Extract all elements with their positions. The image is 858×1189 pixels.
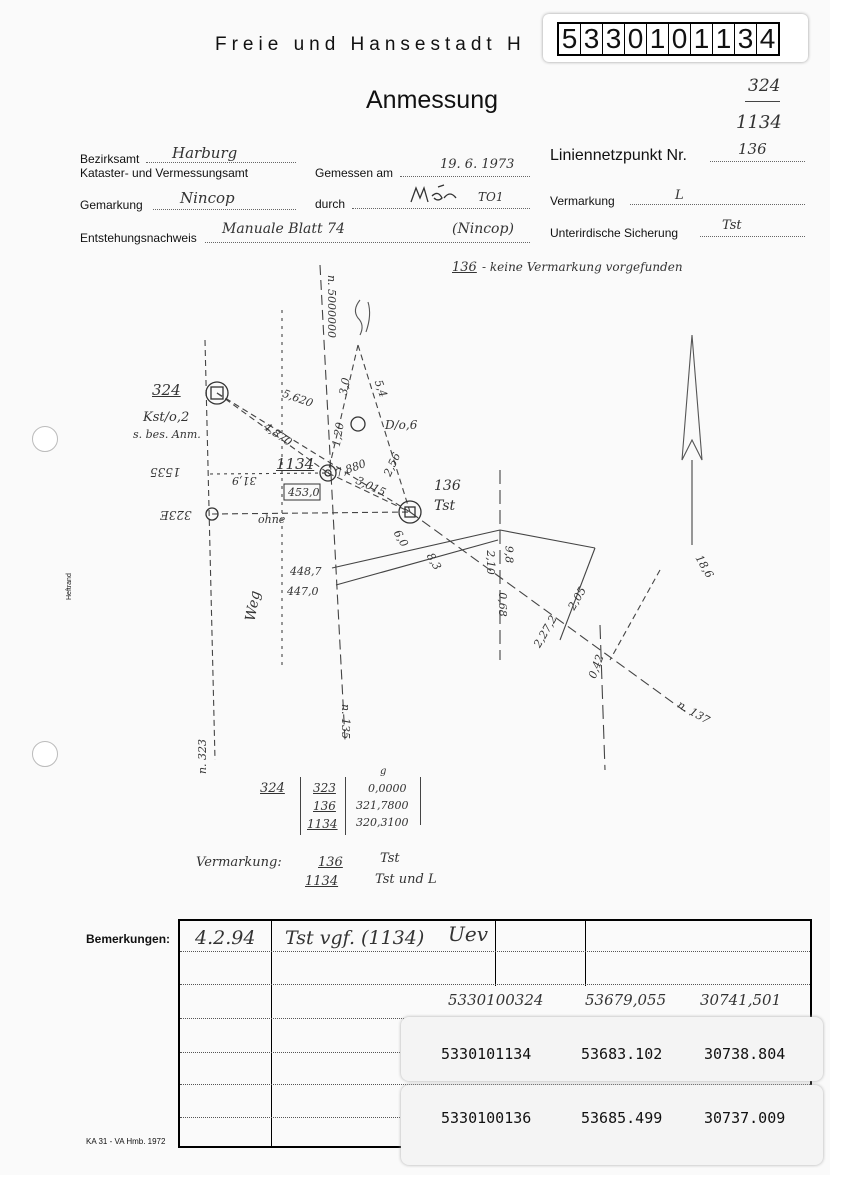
label-tst: Tst <box>434 498 456 514</box>
label-d3015: 3,015 <box>353 473 388 500</box>
vermarkung-label: Vermarkung <box>550 194 615 208</box>
corner-number-top: 324 <box>748 76 781 96</box>
gemessen-value: 19. 6. 1973 <box>440 157 515 172</box>
label-v4487: 448,7 <box>290 565 322 578</box>
gemarkung-value: Nincop <box>180 189 235 207</box>
document-id-digit: 3 <box>581 24 603 54</box>
document-id-digit: 3 <box>735 24 757 54</box>
remarks-sign: Uev <box>448 922 488 946</box>
angle-table-divider-right <box>420 777 421 825</box>
coordinate-label-2 <box>401 1085 823 1165</box>
summary-point-2: 1134 <box>305 874 339 889</box>
authority-heading: Freie und Hansestadt H <box>215 34 526 55</box>
document-id-digit: 0 <box>625 24 647 54</box>
label-box: 453,0 <box>288 486 320 499</box>
document-id-digit: 1 <box>713 24 735 54</box>
label-l9: 0,42 <box>585 652 607 681</box>
durch-label: durch <box>315 197 346 211</box>
coord-id: 5330100136 <box>441 1109 532 1127</box>
label-l7: 2,10 <box>483 550 497 575</box>
label-l2: 323E <box>160 508 192 522</box>
document-id-digit: 5 <box>559 24 581 54</box>
label-n5000: n. 5000000 <box>325 274 339 339</box>
kataster-label: Kataster- und Vermessungsamt <box>80 166 249 180</box>
label-d1: D/o,6 <box>385 418 418 432</box>
entstehung-label: Entstehungsnachweis <box>80 231 197 245</box>
line-1535 <box>210 473 328 474</box>
handwritten-row-id: 5330100324 <box>448 991 544 1009</box>
label-p324: 324 <box>152 381 181 399</box>
label-d120: 1,20 <box>329 421 347 448</box>
angle-target-2: 136 <box>313 799 336 813</box>
angle-value-1: 0,0000 <box>368 782 407 795</box>
vertical-line-far <box>600 625 605 770</box>
coord-y: 30737.009 <box>704 1109 786 1127</box>
angle-table-divider-mid <box>345 777 346 835</box>
entstehung-value: Manuale Blatt 74 <box>222 221 345 237</box>
label-l3: 31,9 <box>232 474 257 487</box>
angle-station: 324 <box>260 781 285 796</box>
label-l5: 0,68 <box>495 592 509 617</box>
table-col-divider <box>271 921 272 1146</box>
line-east <box>610 570 660 660</box>
table-row-line <box>180 951 810 952</box>
label-weg: Weg <box>242 589 264 623</box>
angle-target-3: 1134 <box>307 817 338 831</box>
angle-header: g <box>380 766 387 777</box>
summary-value-2: Tst und L <box>375 872 437 887</box>
coord-x: 53685.499 <box>581 1109 663 1127</box>
angle-target-1: 323 <box>313 781 336 795</box>
page-title: Anmessung <box>366 86 499 114</box>
document-id-digit: 1 <box>647 24 669 54</box>
durch-value: TO1 <box>478 190 504 204</box>
point-d-circle <box>351 417 365 431</box>
label-l6: 9,8 <box>502 545 516 564</box>
label-l10: 2,27,2 <box>531 613 560 650</box>
gemessen-label: Gemessen am <box>315 166 394 180</box>
label-d54: 5,4 <box>371 378 390 399</box>
note-text: - keine Vermarkung vorgefunden <box>482 260 683 274</box>
liniennetz-label: Liniennetzpunkt Nr. <box>550 147 687 164</box>
summary-value-1: Tst <box>380 851 400 866</box>
label-n135: n. 135 <box>339 703 353 740</box>
handwritten-row-x: 53679,055 <box>585 991 667 1009</box>
north-arrow-head <box>682 335 702 460</box>
label-l1: 1535 <box>150 465 181 479</box>
fence-line-2 <box>336 540 498 585</box>
entstehung-note: (Nincop) <box>452 221 514 237</box>
corner-number-bottom: 1134 <box>736 112 782 133</box>
document-id-digit: 1 <box>691 24 713 54</box>
coord-x: 53683.102 <box>581 1045 663 1063</box>
label-p1134: 1134 <box>276 455 315 473</box>
table-row-line <box>180 984 810 985</box>
label-lsg: ohne <box>258 513 286 526</box>
remarks-text: Tst vgf. (1134) <box>285 927 425 949</box>
label-p136: 136 <box>434 478 461 494</box>
coord-id: 5330101134 <box>441 1045 532 1063</box>
sicherung-value: Tst <box>722 218 742 233</box>
coord-y: 30738.804 <box>704 1045 786 1063</box>
summary-point-1: 136 <box>318 855 343 870</box>
label-kst: Kst/o,2 <box>143 410 190 425</box>
coordinate-label-1 <box>401 1017 823 1081</box>
remarks-date: 4.2.94 <box>195 927 256 949</box>
line-tree-1134 <box>328 345 358 473</box>
label-v4470: 447,0 <box>287 585 319 598</box>
vermarkung-value: L <box>675 188 684 203</box>
label-n323: n. 323 <box>196 738 210 775</box>
angle-value-3: 320,3100 <box>356 816 409 829</box>
tree-symbol <box>355 300 369 335</box>
angle-value-2: 321,7800 <box>356 799 409 812</box>
angle-table-divider-left <box>300 777 301 835</box>
label-l8: 2,05 <box>565 584 590 613</box>
label-d2256: 2,56 <box>381 450 404 479</box>
remarks-label: Bemerkungen: <box>86 932 171 946</box>
label-sbes: s. bes. Anm. <box>133 428 201 441</box>
note-point: 136 <box>452 260 477 275</box>
label-l4: 18,6 <box>692 552 717 581</box>
bezirksamt-label: Bezirksamt <box>80 152 140 166</box>
table-col-divider <box>495 921 496 986</box>
document-id-digit: 4 <box>759 23 776 54</box>
label-d4870: 4,870 <box>261 420 295 449</box>
document-id-digit: 0 <box>669 24 691 54</box>
bezirksamt-value: Harburg <box>172 144 238 162</box>
label-d5620: 5,620 <box>280 387 315 410</box>
document-id-digit: 3 <box>603 24 625 54</box>
label-d7880: 7,880 <box>333 457 368 480</box>
summary-label: Vermarkung: <box>196 855 282 870</box>
gemarkung-label: Gemarkung <box>80 198 143 212</box>
liniennetz-value: 136 <box>738 140 767 158</box>
label-l12: 6,0 <box>390 527 411 550</box>
table-col-divider <box>585 921 586 986</box>
heftrand-mark: Heftrand <box>66 573 73 600</box>
label-d30: 3,0 <box>336 376 353 397</box>
sicherung-label: Unterirdische Sicherung <box>550 226 679 240</box>
handwritten-row-y: 30741,501 <box>700 991 782 1009</box>
label-n137: n. 137 <box>675 698 712 727</box>
form-code: KA 31 - VA Hmb. 1972 <box>86 1137 166 1146</box>
label-l11: 8,3 <box>423 550 444 573</box>
line-323-136 <box>212 512 410 514</box>
